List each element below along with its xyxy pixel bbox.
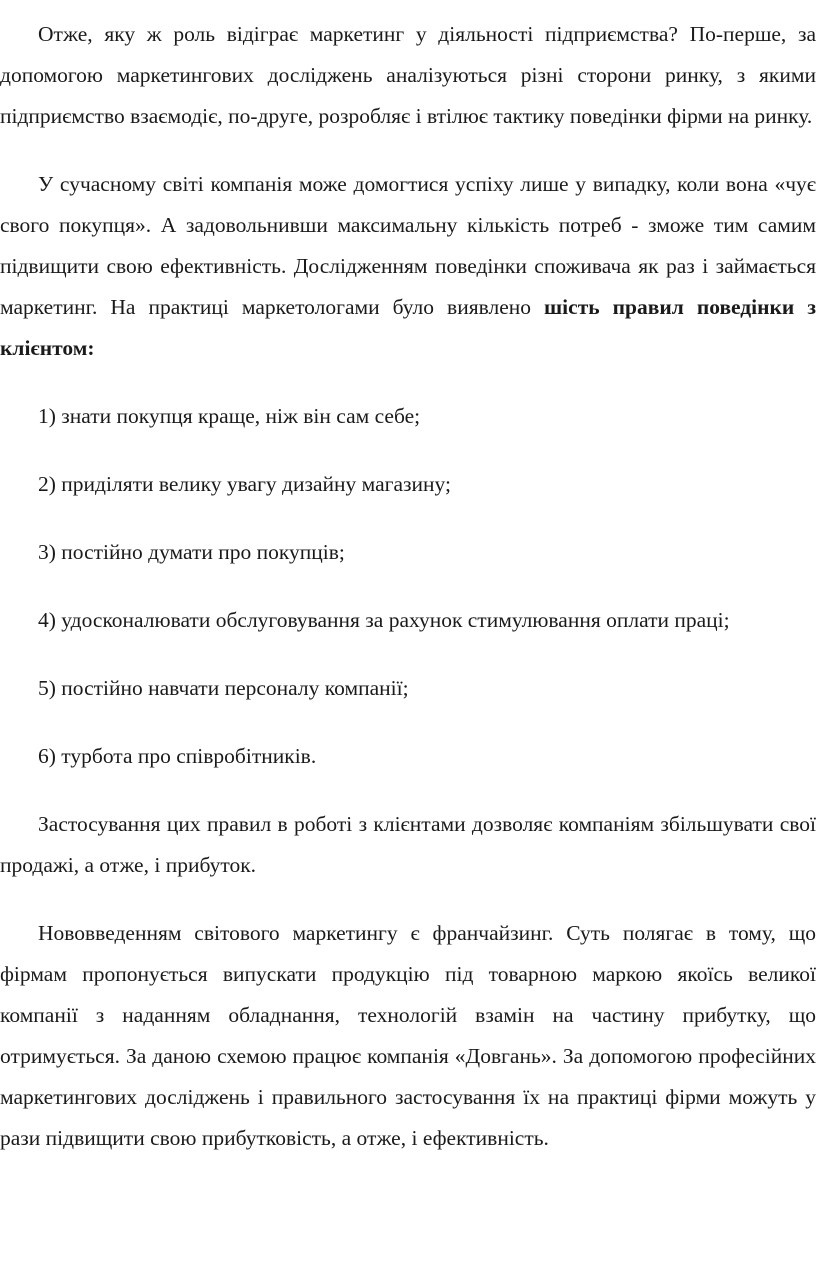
paragraph-gap: [0, 137, 816, 164]
paragraph-franchising: Нововведенням світового маркетингу є франчайзинг. Суть полягає в тому, що фірмам пропонується випускати продукцію під товарною маркою якоїсь великої компанії з наданням обладнання, технологій взамін на частину прибутку, що отримується. За даною схемою працює компанія «Довгань». За допомогою професійних маркетингових досліджень і правильного застосування їх на практиці фірми можуть у рази підвищити свою прибутковість, а отже, і ефективність.: [0, 921, 816, 1150]
paragraph-gap: [0, 777, 816, 804]
paragraph-modern-world: [0, 164, 816, 369]
list-gap: [0, 641, 816, 668]
rule-item-5: 5) постійно навчати персоналу компанії;: [38, 676, 409, 700]
paragraph-modern-world-text: У сучасному світі компанія може домогтися успіху лише у випадку, коли вона «чує свого покупця». А задовольнивши максимальну кількість потреб - зможе тим самим підвищити свою ефективність. Дослідженням поведінки споживача як раз і займається маркетинг. На практиці маркетологами було виявлено: [0, 172, 816, 319]
rule-item-6: 6) турбота про співробітників.: [38, 744, 317, 768]
list-gap: [0, 573, 816, 600]
rule-item-2: 2) приділяти велику увагу дизайну магазину;: [38, 472, 451, 496]
document-page: [0, 14, 816, 1159]
paragraph-gap: [0, 886, 816, 913]
paragraph-rules-application: Застосування цих правил в роботі з клієнтами дозволяє компаніям збільшувати свої продажі, а отже, і прибуток.: [0, 812, 816, 877]
list-gap: [0, 505, 816, 532]
paragraph-gap: [0, 369, 816, 396]
rule-item-1: 1) знати покупця краще, ніж він сам себе;: [38, 404, 421, 428]
rule-item-3: 3) постійно думати про покупців;: [38, 540, 345, 564]
paragraph-marketing-role: Отже, яку ж роль відіграє маркетинг у діяльності підприємства? По-перше, за допомогою маркетингових досліджень аналізуються різні сторони ринку, з якими підприємство взаємодіє, по-друге, розробляє і втілює тактику поведінки фірми на ринку.: [0, 22, 816, 128]
rule-item-4: 4) удосконалювати обслуговування за рахунок стимулювання оплати праці;: [38, 608, 730, 632]
list-gap: [0, 709, 816, 736]
rules-heading: шість правил поведінки з клієнтом:: [0, 295, 816, 360]
list-gap: [0, 437, 816, 464]
